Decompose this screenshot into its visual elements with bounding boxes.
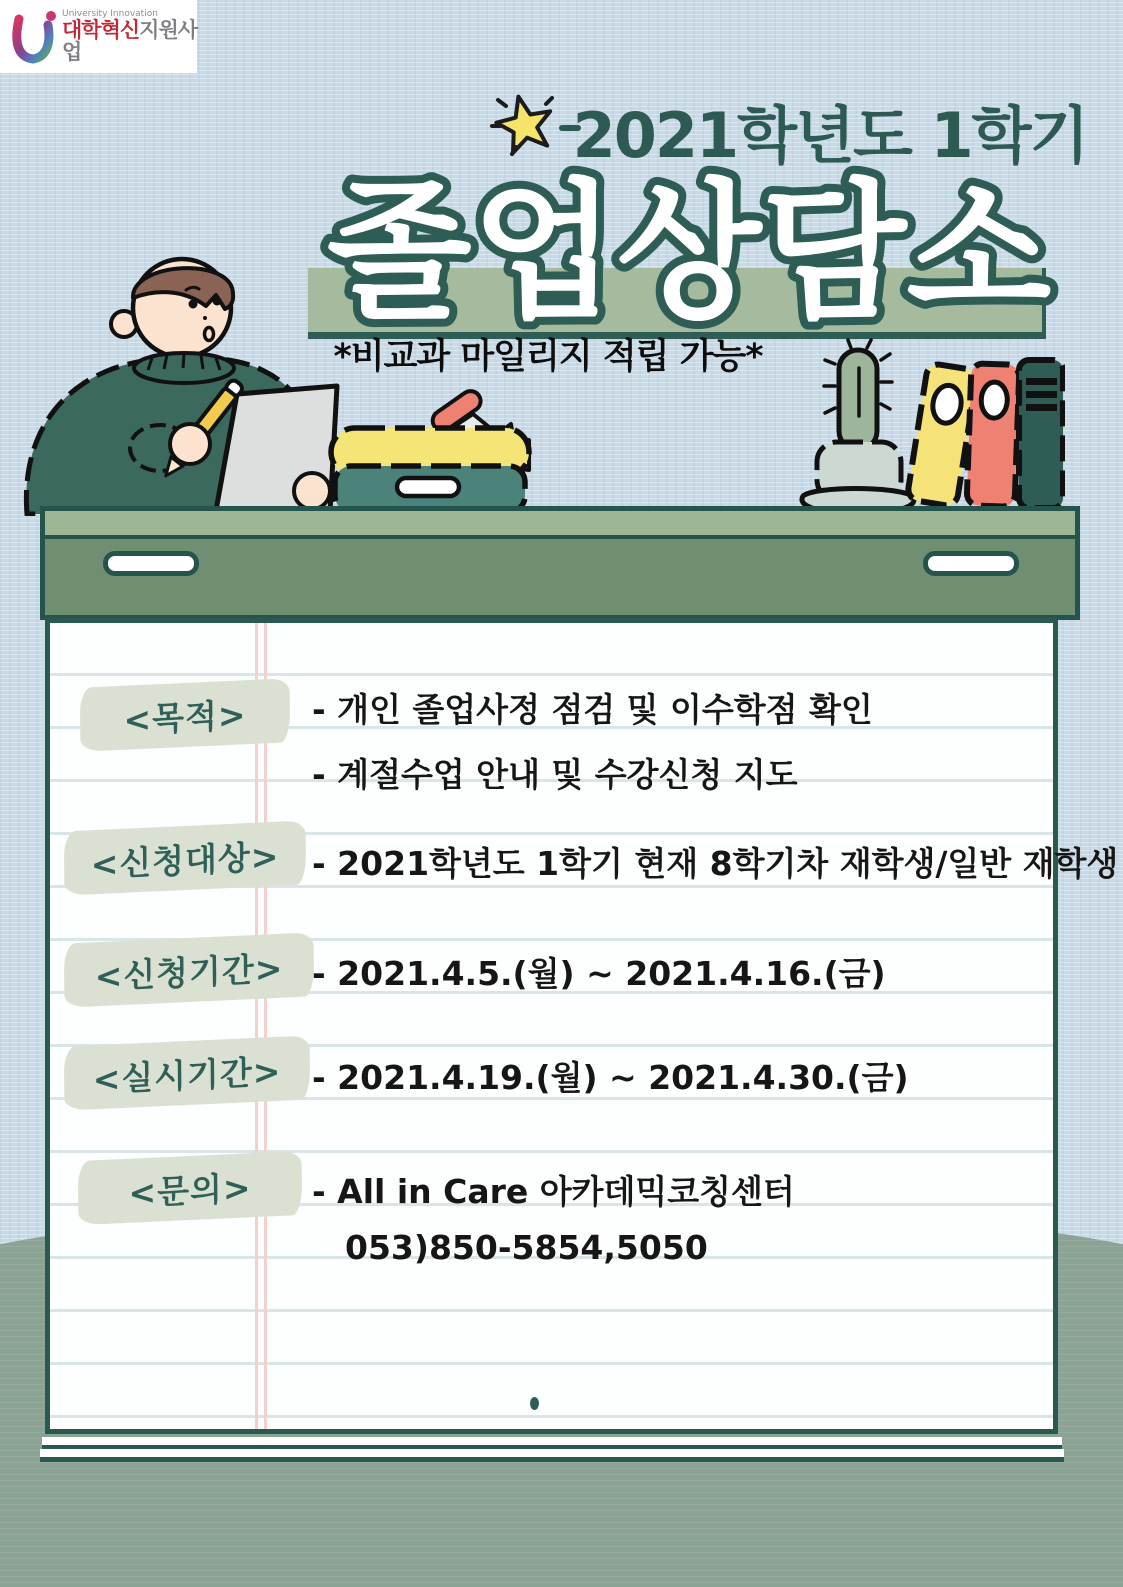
purpose-line-2: - 계절수업 안내 및 수강신청 지도 <box>312 755 798 794</box>
section-label-purpose: <목적> <box>80 678 290 752</box>
logo-brand-red: 대학혁신 <box>62 18 140 43</box>
page-edge-strip <box>42 1437 1062 1449</box>
logo-brand-gray: 지원사업 <box>62 18 198 65</box>
eligibility-line: - 2021학년도 1학기 현재 8학기차 재학생/일반 재학생 <box>312 844 1119 883</box>
ink-dot <box>530 1397 539 1410</box>
hand-left <box>170 424 210 464</box>
logo-u-icon <box>10 9 56 65</box>
drawer-handle-left <box>103 551 199 576</box>
desk-top-edge <box>45 511 1075 539</box>
purpose-line-1: - 개인 졸업사정 점검 및 이수학점 확인 <box>312 690 873 729</box>
contact-line: - All in Care 아카데믹코칭센터 <box>312 1172 795 1211</box>
nose-dot <box>203 316 207 320</box>
eye-left <box>189 300 198 309</box>
university-innovation-logo <box>0 0 197 73</box>
book-teal <box>1019 360 1063 508</box>
cactus-icon <box>802 340 914 513</box>
case-handle <box>397 478 459 496</box>
eye-right <box>213 297 222 306</box>
page-edge-strip <box>40 1449 1064 1462</box>
contact-phone: 053)850-5854,5050 <box>345 1228 708 1267</box>
run-period-line: - 2021.4.19.(월) ~ 2021.4.30.(금) <box>312 1058 909 1097</box>
shelf-props-illustration <box>793 336 1065 518</box>
sparkle-star-icon <box>486 88 582 162</box>
main-title-text: 졸업상담소 <box>326 166 1052 340</box>
desk <box>40 506 1080 620</box>
section-label-application-period: <신청기간> <box>64 932 314 1007</box>
student-writing-illustration <box>12 246 357 516</box>
logo-main-text <box>62 19 197 63</box>
section-label-run-period: <실시기간> <box>64 1035 310 1110</box>
section-label-contact: <문의> <box>78 1151 302 1225</box>
logo-small-text: University Innovation <box>62 8 158 19</box>
pencil-case-illustration <box>325 380 535 515</box>
book-salmon <box>967 363 1020 507</box>
application-period-line: - 2021.4.5.(월) ~ 2021.4.16.(금) <box>312 954 886 993</box>
section-label-eligibility: <신청대상> <box>64 820 306 895</box>
semester-title: 2021학년도 1학기 <box>572 99 1088 172</box>
subtitle: *비교과 마일리지 적립 가능* <box>333 337 763 377</box>
main-title <box>278 152 1100 344</box>
logo-text <box>62 10 197 64</box>
drawer-handle-right <box>923 551 1019 576</box>
